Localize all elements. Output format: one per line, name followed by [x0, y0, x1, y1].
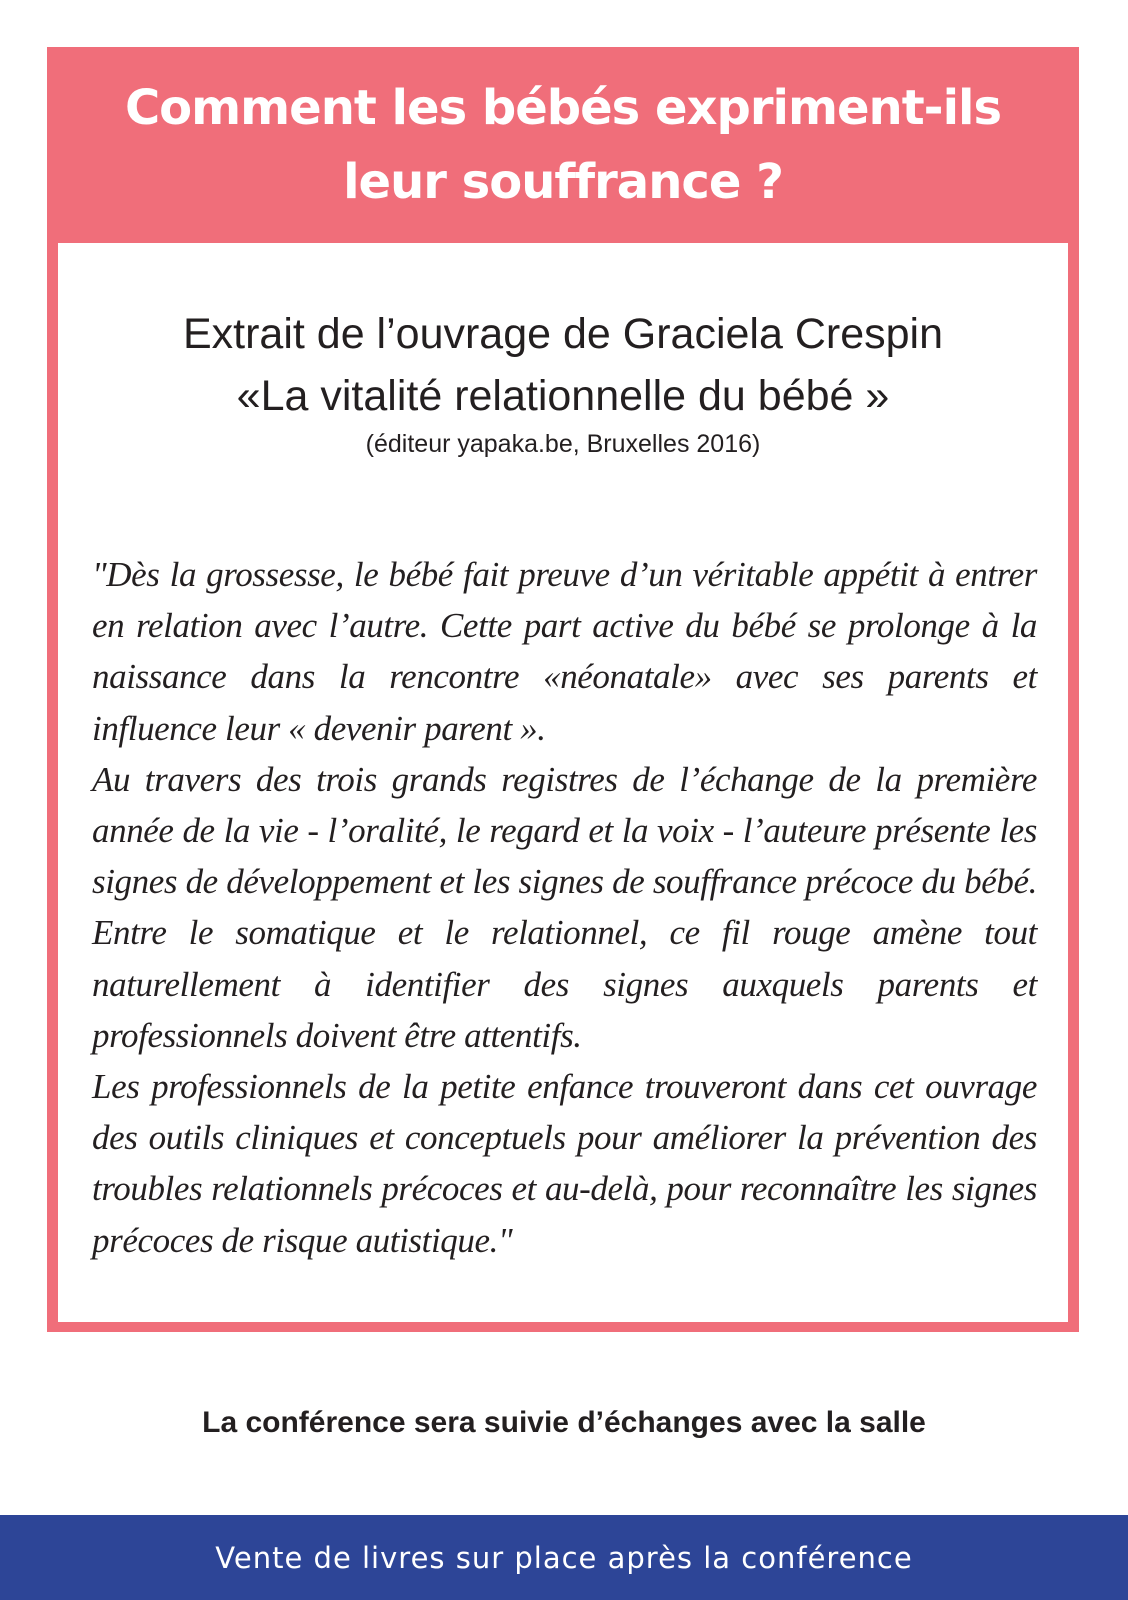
content-frame	[47, 47, 1079, 1332]
excerpt-paragraph: "Dès la grossesse, le bébé fait preuve d’un véritable appétit à entrer en relation avec l’autre. Cette part active du bébé se prolonge à la naissance dans la rencontre «néonatale» avec ses parents et influence leur « devenir parent ».	[92, 555, 1037, 748]
book-publisher: (éditeur yapaka.be, Bruxelles 2016)	[365, 430, 761, 458]
title-line-1: Comment les bébés expriment-ils	[124, 80, 1002, 136]
title-banner	[47, 47, 1079, 243]
conference-note: La conférence sera suivie d’échanges avec la salle	[202, 1406, 926, 1439]
title-line-2: leur souffrance ?	[343, 154, 783, 210]
book-author-line: Extrait de l’ouvrage de Graciela Crespin	[182, 310, 944, 358]
footer-text: Vente de livres sur place après la conférence	[215, 1540, 913, 1575]
excerpt-paragraph: Les professionnels de la petite enfance trouveront dans cet ouvrage des outils cliniques et conceptuels pour améliorer la prévention des troubles relationnels précoces et au-delà, pour reconnaître les signes précoces de risque autistique."	[92, 1067, 1037, 1260]
excerpt-paragraph: Au travers des trois grands registres de l’échange de la première année de la vie - l’oralité, le regard et la voix - l’auteure présente les signes de développement et les signes de souffrance précoce du bébé. Entre le somatique et le relationnel, ce fil rouge amène tout naturellement à identifier des signes auxquels parents et professionnels doivent être attentifs.	[92, 759, 1037, 1055]
footer-banner	[0, 1515, 1128, 1600]
content-panel	[58, 243, 1068, 1322]
book-reference	[58, 303, 1068, 463]
book-excerpt	[92, 549, 1037, 1266]
book-title-line: «La vitalité relationnelle du bébé »	[236, 372, 890, 420]
